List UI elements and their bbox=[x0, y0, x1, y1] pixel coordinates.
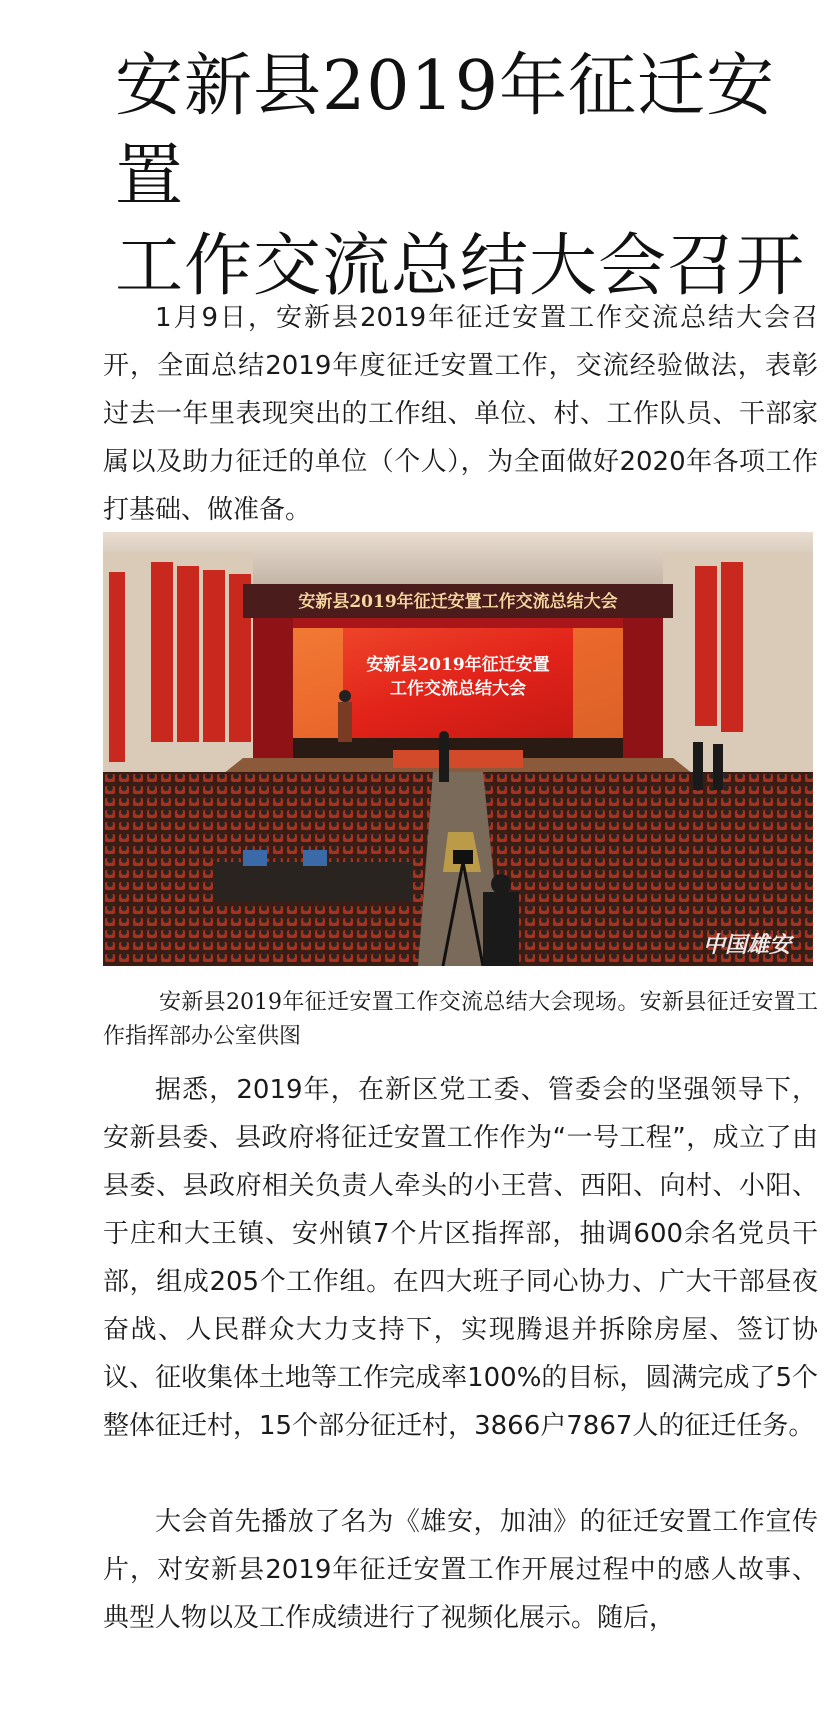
title-line-1: 安新县2019年征迁安置 bbox=[115, 47, 776, 216]
title-line-2: 工作交流总结大会召开 bbox=[115, 227, 806, 306]
hall-illustration bbox=[103, 532, 813, 966]
screen-text-line-1: 安新县2019年征迁安置 bbox=[366, 655, 550, 675]
photo-caption: 安新县2019年征迁安置工作交流总结大会现场。安新县征迁安置工作指挥部办公室供图 bbox=[103, 990, 818, 1049]
photo-watermark: 中国雄安 bbox=[703, 932, 792, 958]
screen-text-line-2: 工作交流总结大会 bbox=[390, 679, 526, 699]
paragraph-background: 据悉，2019年，在新区党工委、管委会的坚强领导下，安新县委、县政府将征迁安置工作作为“一号工程”，成立了由县委、县政府相关负责人牵头的小王营、西阳、向村、小阳、于庄和大王镇、安州镇7个片区指挥部，抽调600余名党员干部，组成205个工作组。在四大班子同心协力、广大干部昼夜奋战、人民群众大力支持下，实现腾退并拆除房屋、签订协议、征收集体土地等工作完成率100%的目标，圆满完成了5个整体征迁村，15个部分征迁村，3866户7867人的征迁任务。 bbox=[103, 1075, 818, 1441]
stage-banner-text: 安新县2019年征迁安置工作交流总结大会 bbox=[298, 592, 618, 612]
conference-photo bbox=[103, 532, 813, 966]
paragraph-intro: 1月9日，安新县2019年征迁安置工作交流总结大会召开，全面总结2019年度征迁安置工作，交流经验做法，表彰过去一年里表现突出的工作组、单位、村、工作队员、干部家属以及助力征迁的单位（个人），为全面做好2020年各项工作打基础、做准备。 bbox=[103, 303, 818, 525]
article-title bbox=[115, 42, 815, 312]
paragraph-video: 大会首先播放了名为《雄安，加油》的征迁安置工作宣传片，对安新县2019年征迁安置工作开展过程中的感人故事、典型人物以及工作成绩进行了视频化展示。随后， bbox=[103, 1507, 818, 1633]
